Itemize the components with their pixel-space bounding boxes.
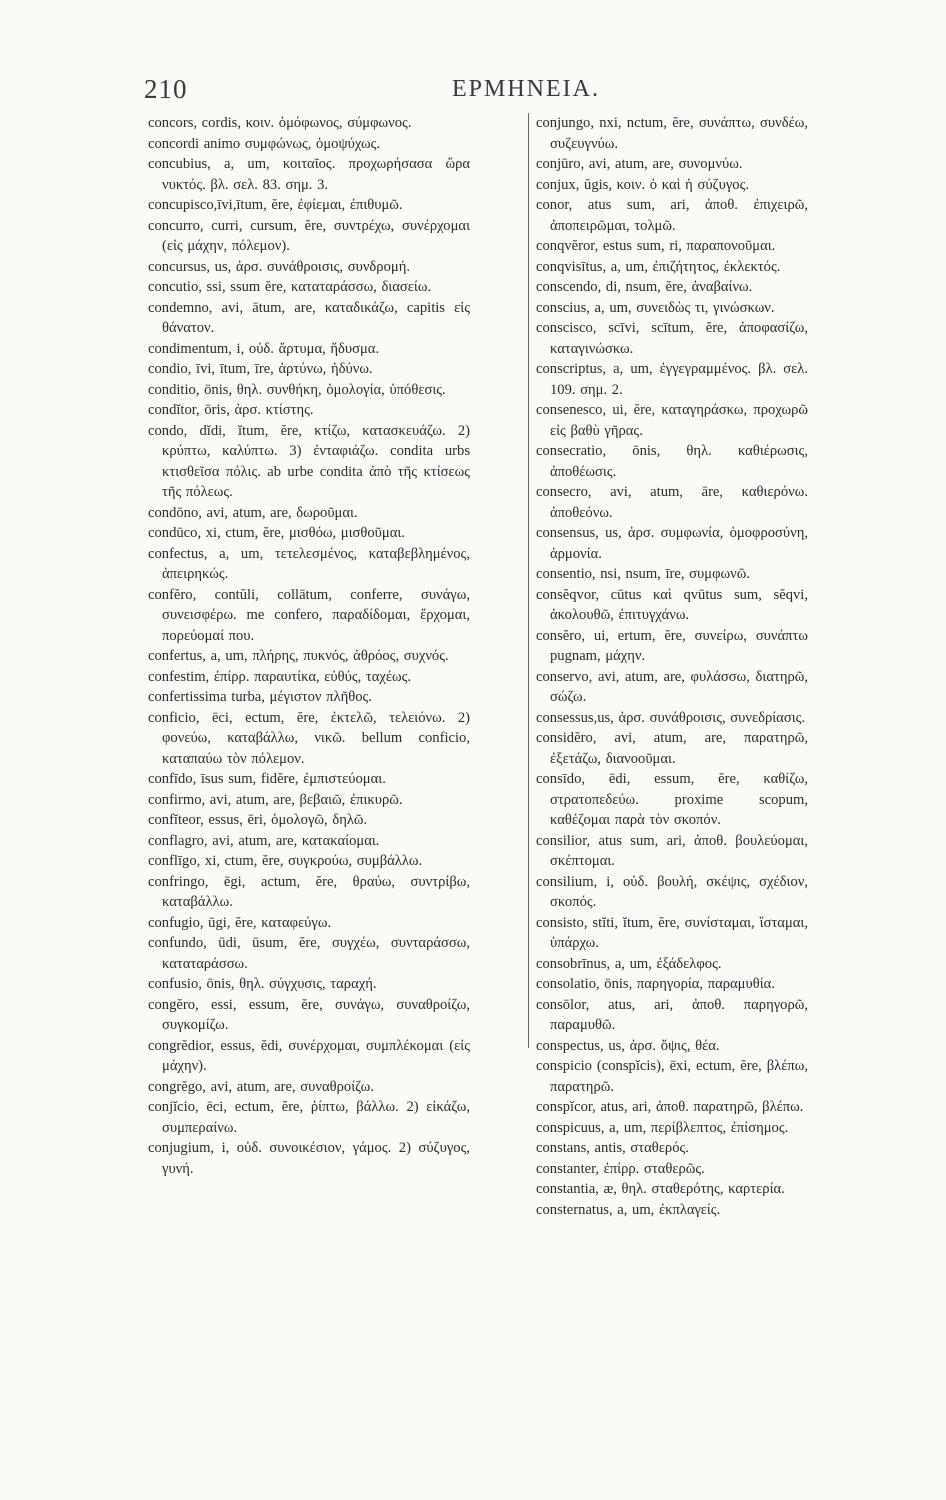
dictionary-entry: congrĕgo, avi, atum, are, συναθροίζω. bbox=[148, 1078, 374, 1095]
page-header bbox=[144, 74, 824, 114]
running-head: ΕΡΜΗΝΕΙΑ. bbox=[452, 76, 600, 102]
dictionary-entry: condōno, avi, atum, are, δωροῦμαι. bbox=[148, 504, 358, 521]
dictionary-entry: conscisco, scīvi, scītum, ĕre, ἀποφασίζω, καταγινώσκω. bbox=[536, 320, 808, 357]
dictionary-entry: constantia, æ, θηλ. σταθερότης, καρτερία. bbox=[536, 1181, 785, 1197]
dictionary-entry: consīdo, ēdi, essum, ĕre, καθίζω, στρατοπεδεύω. proxime scopum, καθέζομαι παρὰ τὸν σκοπόν. bbox=[536, 771, 808, 828]
dictionary-entry: conjĭcio, ēci, ectum, ĕre, ῥίπτω, βάλλω. 2) εἰκάζω, συμπεραίνω. bbox=[148, 1099, 470, 1136]
dictionary-entry: conjūro, avi, atum, are, συνομνύω. bbox=[536, 156, 743, 172]
dictionary-entry: confestim, ἐπίρρ. παραυτίκα, εὐθύς, ταχέως. bbox=[148, 668, 412, 685]
dictionary-entry: congĕro, essi, essum, ĕre, συνάγω, συναθροίζω, συγκομίζω. bbox=[148, 996, 470, 1033]
dictionary-entry: consecratio, ōnis, θηλ. καθιέρωσις, ἀποθέωσις. bbox=[536, 443, 808, 480]
dictionary-entry: conspĭcor, atus, ari, ἀποθ. παρατηρῶ, βλέπω. bbox=[536, 1099, 804, 1115]
dictionary-entry: confectus, a, um, τετελεσμένος, καταβεβλημένος, ἀπειρηκώς. bbox=[148, 545, 470, 582]
dictionary-entry: congrĕdior, essus, ĕdi, συνέρχομαι, συμπλέκομαι (εἰς μάχην). bbox=[148, 1037, 470, 1074]
column-divider bbox=[528, 113, 529, 1048]
dictionary-entry: consolatio, ōnis, παρηγορία, παραμυθία. bbox=[536, 976, 775, 992]
dictionary-entry: confertus, a, um, πλήρης, πυκνός, ἀθρόος, συχνός. bbox=[148, 648, 449, 664]
left-column bbox=[148, 113, 470, 1179]
dictionary-entry: confīdo, īsus sum, fidĕre, ἐμπιστεύομαι. bbox=[148, 771, 386, 787]
dictionary-entry: concordi animo συμφώνως, ὁμοψύχως. bbox=[148, 135, 381, 152]
dictionary-entry: condemno, avi, ātum, are, καταδικάζω, capitis εἰς θάνατον. bbox=[148, 299, 470, 336]
dictionary-entry: consternatus, a, um, ἐκπλαγείς. bbox=[536, 1201, 721, 1218]
dictionary-entry: condĭtor, ōris, ἀρσ. κτίστης. bbox=[148, 402, 314, 418]
dictionary-entry: concurro, curri, cursum, ĕre, συντρέχω, συνέρχομαι (εἰς μάχην, πόλεμον). bbox=[148, 217, 470, 254]
dictionary-entry: consessus,us, ἀρσ. συνάθροισις, συνεδρίασις. bbox=[536, 709, 806, 726]
dictionary-entry: consĕqvor, cūtus καὶ qvūtus sum, sĕqvi, ἀκολουθῶ, ἐπιτυγχάνω. bbox=[536, 586, 808, 623]
dictionary-entry: conspicio (conspĭcis), ēxi, ectum, ĕre, βλέπω, παρατηρῶ. bbox=[536, 1058, 808, 1095]
dictionary-entry: consobrīnus, a, um, ἐξάδελφος. bbox=[536, 955, 722, 972]
dictionary-entry: conscriptus, a, um, ἐγγεγραμμένος. βλ. σελ. 109. σημ. 2. bbox=[536, 361, 808, 398]
dictionary-entry: confugio, ūgi, ĕre, καταφεύγω. bbox=[148, 914, 332, 931]
dictionary-entry: conjugium, i, οὐδ. συνοικέσιον, γάμος. 2) σύζυγος, γυνή. bbox=[148, 1140, 470, 1177]
dictionary-entry: confĕro, contŭli, collātum, conferre, συνάγω, συνεισφέρω. me confero, παραδίδομαι, ἔρχομαι, πορεύομαί που. bbox=[148, 586, 470, 644]
dictionary-entry: condo, dĭdi, ĭtum, ĕre, κτίζω, κατασκευάζω. 2) κρύπτω, καλύπτω. 3) ἐνταφιάζω. condita urbs κτισθεῖσα πόλις. ab urbe condita ἀπὸ τῆς κτίσεως τῆς πόλεως. bbox=[148, 422, 470, 500]
dictionary-entry: consōlor, atus, ari, ἀποθ. παρηγορῶ, παραμυθῶ. bbox=[536, 996, 808, 1033]
dictionary-entry: conservo, avi, atum, are, φυλάσσω, διατηρῶ, σώζω. bbox=[536, 668, 808, 705]
dictionary-entry: constanter, ἐπίρρ. σταθερῶς. bbox=[536, 1160, 705, 1177]
dictionary-entry: conscendo, di, nsum, ĕre, ἀναβαίνω. bbox=[536, 279, 753, 295]
dictionary-entry: confirmo, avi, atum, are, βεβαιῶ, ἐπικυρῶ. bbox=[148, 791, 403, 808]
dictionary-entry: condūco, xi, ctum, ĕre, μισθόω, μισθοῦμαι. bbox=[148, 525, 405, 541]
right-column bbox=[536, 113, 808, 1220]
dictionary-entry: consisto, stĭti, ĭtum, ĕre, συνίσταμαι, ἵσταμαι, ὑπάρχω. bbox=[536, 914, 808, 951]
dictionary-entry: consecro, avi, atum, āre, καθιερόνω. ἀποθεόνω. bbox=[536, 484, 808, 521]
dictionary-entry: concubius, a, um, κοιταῖος. προχωρήσασα ὥρα νυκτός. βλ. σελ. 83. σημ. 3. bbox=[148, 156, 470, 193]
dictionary-entry: conqvisītus, a, um, ἐπιζήτητος, ἐκλεκτός. bbox=[536, 258, 781, 275]
dictionary-entry: consilium, i, οὐδ. βουλή, σκέψις, σχέδιον, σκοπός. bbox=[536, 873, 808, 910]
dictionary-entry: conficio, ēci, ectum, ĕre, ἐκτελῶ, τελειόνω. 2) φονεύω, καταβάλλω, νικῶ. bellum conficio, καταπαύω τὸν πόλεμον. bbox=[148, 709, 470, 767]
dictionary-entry: consilior, atus sum, ari, ἀποθ. βουλεύομαι, σκέπτομαι. bbox=[536, 832, 808, 869]
dictionary-entry: condio, īvi, ītum, īre, ἀρτύνω, ἡδύνω. bbox=[148, 361, 373, 377]
dictionary-entry: constans, antis, σταθερός. bbox=[536, 1140, 689, 1156]
dictionary-entry: conspectus, us, ἀρσ. ὄψις, θέα. bbox=[536, 1037, 720, 1054]
dictionary-entry: considĕro, avi, atum, are, παρατηρῶ, ἐξετάζω, διανοοῦμαι. bbox=[536, 730, 808, 767]
dictionary-entry: conjux, ŭgis, κοιν. ὁ καὶ ἡ σύζυγος. bbox=[536, 176, 749, 193]
dictionary-entry: consenesco, ui, ĕre, καταγηράσκω, προχωρῶ εἰς βαθὺ γῆρας. bbox=[536, 402, 808, 439]
dictionary-entry: conjungo, nxi, nctum, ĕre, συνάπτω, συνδέω, συζευγνύω. bbox=[536, 115, 808, 152]
dictionary-entry: concupisco,īvi,ītum, ĕre, ἐφίεμαι, ἐπιθυμῶ. bbox=[148, 197, 403, 213]
dictionary-entry: conditio, ōnis, θηλ. συνθήκη, ὁμολογία, ὑπόθεσις. bbox=[148, 381, 446, 398]
dictionary-entry: consĕro, ui, ertum, ĕre, συνείρω, συνάπτω pugnam, μάχην. bbox=[536, 627, 808, 664]
dictionary-entry: conflīgo, xi, ctum, ĕre, συγκρούω, συμβάλλω. bbox=[148, 853, 423, 869]
dictionary-entry: consensus, us, ἀρσ. συμφωνία, ὁμοφροσύνη, ἁρμονία. bbox=[536, 525, 808, 562]
dictionary-entry: conflagro, avi, atum, are, κατακαίομαι. bbox=[148, 832, 380, 849]
dictionary-columns bbox=[148, 113, 808, 1493]
dictionary-entry: confertissima turba, μέγιστον πλῆθος. bbox=[148, 689, 372, 705]
dictionary-entry: conqvĕror, estus sum, ri, παραπονοῦμαι. bbox=[536, 238, 776, 254]
dictionary-entry: consentio, nsi, nsum, īre, συμφωνῶ. bbox=[536, 566, 750, 582]
dictionary-entry: confringo, ēgi, actum, ĕre, θραύω, συντρίβω, καταβάλλω. bbox=[148, 873, 470, 910]
dictionary-entry: conspicuus, a, um, περίβλεπτος, ἐπίσημος. bbox=[536, 1119, 789, 1136]
dictionary-entry: concors, cordis, κοιν. ὁμόφωνος, σύμφωνος. bbox=[148, 115, 412, 131]
dictionary-entry: confusio, ōnis, θηλ. σύγχυσις, ταραχή. bbox=[148, 976, 377, 992]
dictionary-entry: conor, atus sum, ari, ἀποθ. ἐπιχειρῶ, ἀποπειρῶμαι, τολμῶ. bbox=[536, 197, 808, 234]
dictionary-entry: condimentum, i, οὐδ. ἄρτυμα, ἥδυσμα. bbox=[148, 340, 380, 357]
dictionary-entry: conscius, a, um, συνειδὼς τι, γινώσκων. bbox=[536, 299, 775, 316]
dictionary-entry: confundo, ūdi, ūsum, ĕre, συγχέω, συνταράσσω, καταταράσσω. bbox=[148, 935, 470, 972]
page-number: 210 bbox=[144, 74, 188, 104]
dictionary-entry: concursus, us, ἀρσ. συνάθροισις, συνδρομή. bbox=[148, 258, 410, 275]
dictionary-entry: concutio, ssi, ssum ĕre, καταταράσσω, διασείω. bbox=[148, 279, 432, 295]
dictionary-entry: confĭteor, essus, ēri, ὁμολογῶ, δηλῶ. bbox=[148, 812, 368, 828]
